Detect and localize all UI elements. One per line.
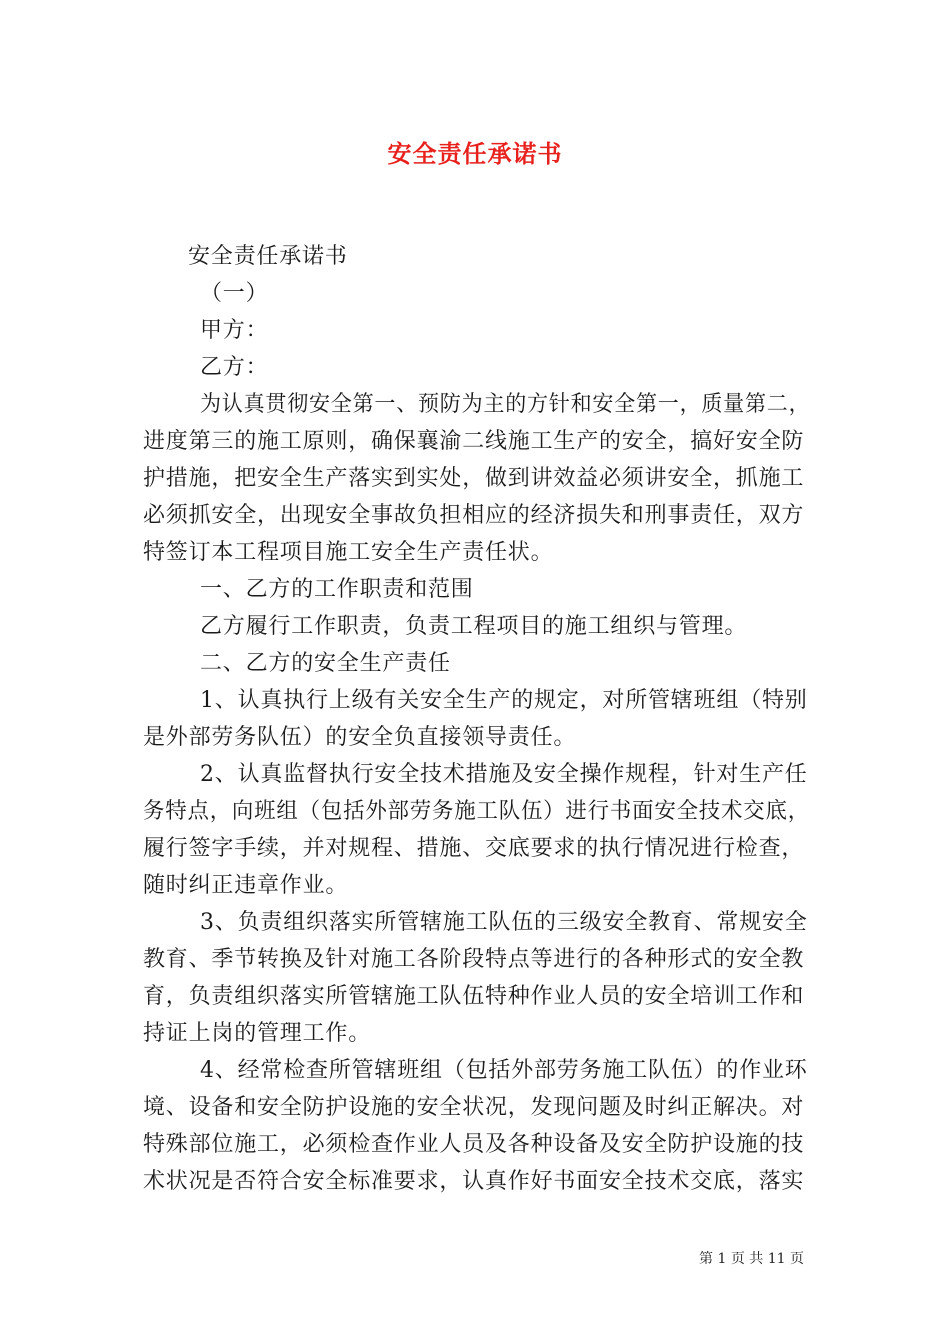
document-line: 教育、季节转换及针对施工各阶段特点等进行的各种形式的安全教 <box>143 947 805 972</box>
document-line: 务特点，向班组（包括外部劳务施工队伍）进行书面安全技术交底， <box>143 799 810 824</box>
document-title: 安全责任承诺书 <box>387 139 563 168</box>
document-line: 2、认真监督执行安全技术措施及安全操作规程，针对生产任 <box>200 762 808 787</box>
document-line: 4、经常检查所管辖班组（包括外部劳务施工队伍）的作业环 <box>200 1058 808 1083</box>
document-line: 履行签字手续，并对规程、措施、交底要求的执行情况进行检查， <box>143 836 805 861</box>
document-line: 护措施，把安全生产落实到实处，做到讲效益必须讲安全，抓施工 <box>143 466 805 491</box>
document-line: 必须抓安全，出现安全事故负担相应的经济损失和刑事责任，双方 <box>143 503 805 528</box>
document-line: 是外部劳务队伍）的安全负直接领导责任。 <box>143 725 577 750</box>
document-line: 1、认真执行上级有关安全生产的规定，对所管辖班组（特别 <box>200 688 808 713</box>
document-line: 术状况是否符合安全标准要求，认真作好书面安全技术交底，落实 <box>143 1169 805 1194</box>
document-line: 进度第三的施工原则，确保襄渝二线施工生产的安全，搞好安全防 <box>143 429 805 454</box>
document-line: 3、负责组织落实所管辖施工队伍的三级安全教育、常规安全 <box>200 910 808 935</box>
document-line: 乙方履行工作职责，负责工程项目的施工组织与管理。 <box>200 614 748 639</box>
document-line: 境、设备和安全防护设施的安全状况，发现问题及时纠正解决。对 <box>143 1095 805 1120</box>
document-line: 特殊部位施工，必须检查作业人员及各种设备及安全防护设施的技 <box>143 1132 805 1157</box>
document-line: （一） <box>200 281 269 306</box>
document-line: 育，负责组织落实所管辖施工队伍特种作业人员的安全培训工作和 <box>143 984 805 1009</box>
document-line: 一、乙方的工作职责和范围 <box>200 577 474 602</box>
document-line: 随时纠正违章作业。 <box>143 873 349 898</box>
document-line: 甲方： <box>200 318 269 343</box>
document-line: 特签订本工程项目施工安全生产责任状。 <box>143 540 554 565</box>
document-line: 乙方： <box>200 355 269 380</box>
document-line: 二、乙方的安全生产责任 <box>200 651 451 676</box>
page-number: 第 1 页 共 11 页 <box>699 1251 804 1267</box>
document-line: 为认真贯彻安全第一、预防为主的方针和安全第一，质量第二， <box>200 392 811 417</box>
document-line: 安全责任承诺书 <box>188 244 348 269</box>
document-line: 持证上岗的管理工作。 <box>143 1021 372 1046</box>
